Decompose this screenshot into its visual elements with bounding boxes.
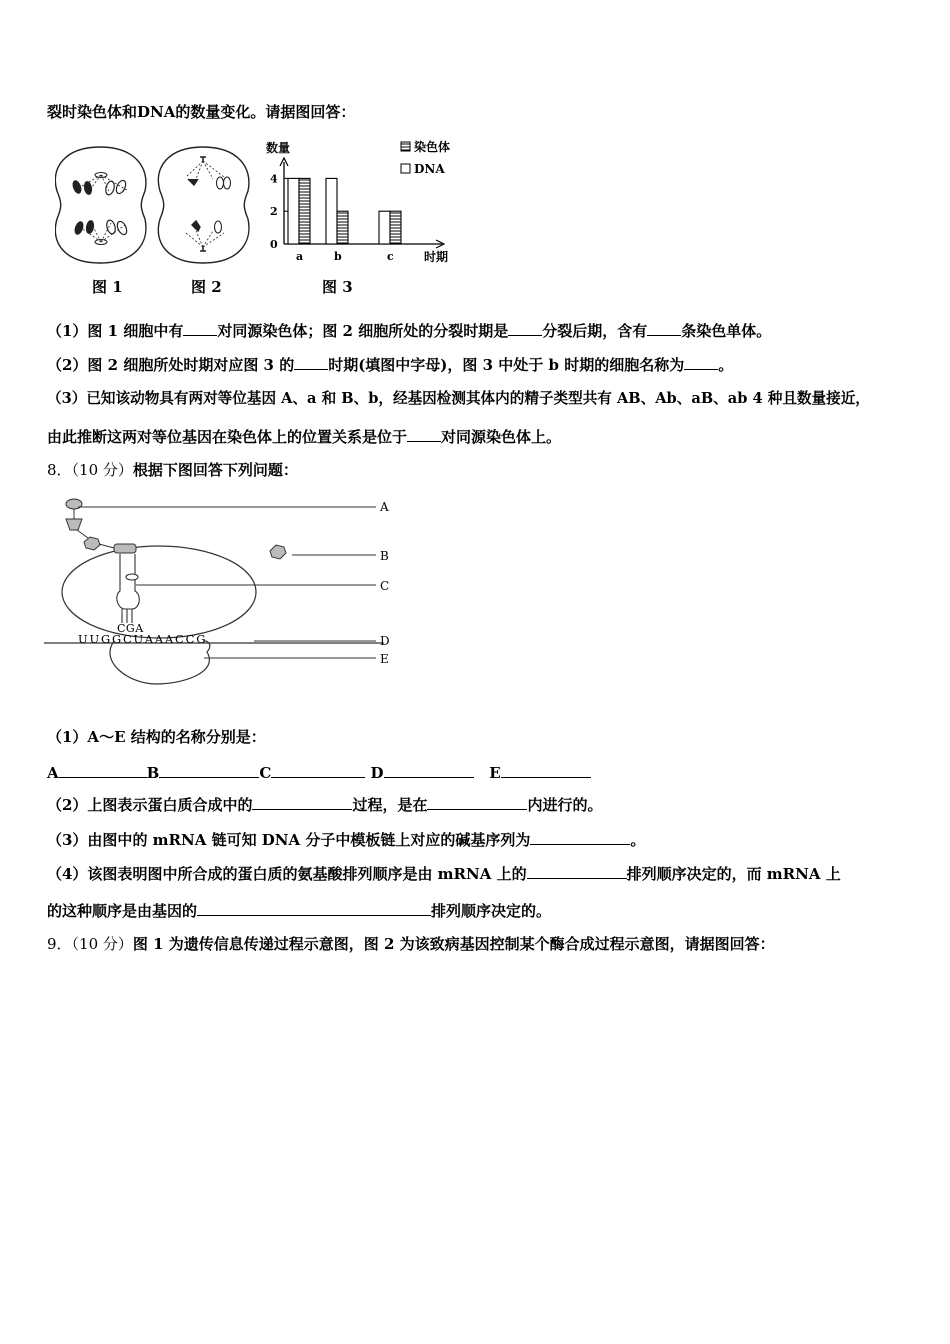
bar-b-dna — [326, 178, 337, 244]
q8-part3: （3）由图中的 mRNA 链可知 DNA 分子中模板链上对应的碱基序列为 。 — [47, 831, 646, 849]
q8-part4-cont: 的这种顺序是由基因的 排列顺序决定的。 — [47, 902, 552, 920]
chart-category-label: b — [334, 250, 342, 263]
fig3-caption: 图 3 — [322, 278, 353, 296]
translation-diagram — [44, 492, 404, 692]
fig2-caption: 图 2 — [191, 278, 222, 296]
fig1-caption: 图 1 — [92, 278, 123, 296]
chart-ytick-label: 0 — [270, 238, 278, 251]
q8-part1: （1）A～E 结构的名称分别是： — [47, 728, 266, 746]
label-b: B — [380, 549, 389, 563]
answer-blank[interactable] — [59, 762, 147, 778]
figure-3-bar-chart — [262, 134, 462, 269]
chart-category-label: c — [387, 250, 394, 263]
amino-acid-3 — [84, 537, 100, 550]
answer-blank[interactable] — [530, 829, 630, 845]
anticodon-text: CGA — [117, 622, 144, 635]
answer-blank[interactable] — [427, 794, 527, 810]
amino-acid-4 — [114, 544, 136, 553]
figure-1-chromosomes — [71, 179, 129, 236]
free-amino-acid — [270, 545, 286, 559]
chart-xlabel: 时期 — [424, 250, 449, 264]
amino-acid-2 — [66, 519, 82, 530]
ribosome-large-subunit — [62, 546, 256, 638]
label-c: C — [380, 579, 390, 593]
mrna-codon-text: UUGGCUAAACCG — [78, 632, 208, 646]
answer-blank[interactable] — [252, 794, 352, 810]
intro-text: 裂时染色体和DNA的数量变化。请据图回答： — [47, 103, 356, 121]
amino-acid-chain — [66, 499, 286, 559]
answer-blank[interactable] — [159, 762, 259, 778]
answer-blank[interactable] — [294, 354, 328, 370]
legend-swatch-dna — [401, 164, 410, 173]
figure-1-cell — [55, 147, 146, 263]
chart-ylabel: 数量 — [266, 141, 291, 155]
label-e: E — [380, 652, 389, 666]
bar-a-chromosome — [299, 178, 310, 244]
answer-blank[interactable] — [183, 320, 217, 336]
q8-part1-answers: A B C D E — [47, 762, 591, 783]
chart-ytick-label: 2 — [270, 205, 278, 219]
bar-a-dna — [288, 178, 299, 244]
q7-part1: （1）图 1 细胞中有 对同源染色体；图 2 细胞所处的分裂时期是 分裂后期，含有 条染色单体。 — [47, 322, 772, 340]
trna — [117, 554, 139, 623]
q7-part2: （2）图 2 细胞所处时期对应图 3 的 时期(填图中字母)，图 3 中处于 b 时期的细胞名称为 。 — [47, 356, 734, 374]
q7-part3: （3）已知该动物具有两对等位基因 A、a 和 B、b，经基因检测其体内的精子类型共有 AB、Ab、aB、ab 4 种且数量接近， — [47, 390, 870, 407]
answer-blank[interactable] — [407, 426, 441, 442]
answer-blank[interactable] — [527, 863, 627, 879]
label-a: A — [380, 500, 389, 514]
chart-ytick-label: 4 — [270, 172, 278, 186]
legend-label-chromosome: 染色体 — [414, 140, 451, 154]
q8-part2: （2）上图表示蛋白质合成中的 过程，是在 内进行的。 — [47, 796, 603, 814]
cell-figures — [55, 143, 265, 268]
label-d: D — [380, 634, 390, 648]
legend-label-dna: DNA — [414, 162, 445, 176]
figure-2-cell — [158, 147, 249, 263]
q7-part3-cont: 由此推断这两对等位基因在染色体上的位置关系是位于 对同源染色体上。 — [47, 428, 562, 446]
answer-blank[interactable] — [271, 762, 365, 778]
chart-legend — [401, 139, 450, 176]
answer-blank[interactable] — [647, 320, 681, 336]
answer-blank[interactable] — [501, 762, 591, 778]
q8-heading: 8．（10 分）根据下图回答下列问题： — [47, 461, 298, 479]
answer-blank[interactable] — [684, 354, 718, 370]
answer-blank[interactable] — [508, 320, 542, 336]
answer-blank[interactable] — [197, 900, 431, 916]
ribosome-small-subunit — [110, 641, 210, 684]
bar-c-dna — [379, 211, 390, 244]
q9-heading: 9．（10 分）图 1 为遗传信息传递过程示意图，图 2 为该致病基因控制某个酶合成过程示意图，请据图回答： — [47, 935, 775, 953]
q8-part4: （4）该图表明图中所合成的蛋白质的氨基酸排列顺序是由 mRNA 上的 排列顺序决定的，而 mRNA 上 — [47, 865, 841, 883]
bar-c-chromosome — [390, 211, 401, 244]
answer-blank[interactable] — [384, 762, 474, 778]
chart-category-label: a — [296, 250, 304, 263]
legend-swatch-chromosome — [401, 142, 410, 151]
bar-b-chromosome — [337, 211, 348, 244]
